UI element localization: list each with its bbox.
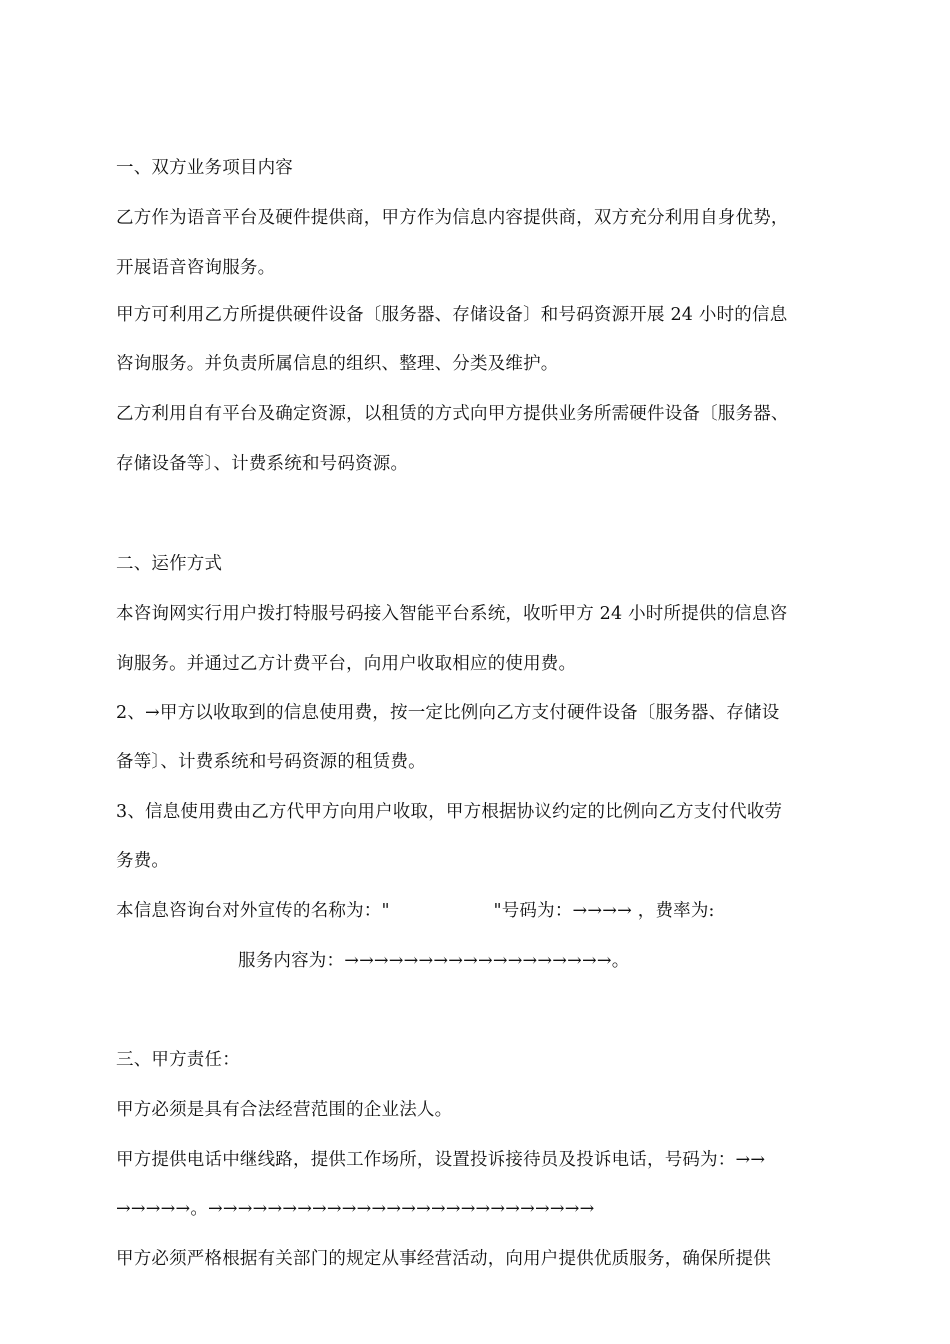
section-2-paragraph-4-line-1: 本信息咨询台对外宣传的名称为：" "号码为：→→→→ ，费率为: (116, 901, 715, 921)
section-2-paragraph-1-line-2: 询服务。并通过乙方计费平台，向用户收取相应的使用费。 (116, 654, 577, 674)
section-1-paragraph-2-line-2: 咨询服务。并负责所属信息的组织、整理、分类及维护。 (116, 354, 559, 374)
section-1-paragraph-1-line-2: 开展语音咨询服务。 (116, 258, 276, 278)
section-2-paragraph-1-line-1: 本咨询网实行用户拨打特服号码接入智能平台系统，收听甲方 24 小时所提供的信息咨 (116, 604, 788, 624)
section-3-paragraph-3-line-1: 甲方必须严格根据有关部门的规定从事经营活动，向用户提供优质服务，确保所提供 (116, 1249, 771, 1269)
section-3-paragraph-2-line-2: →→→→→。→→→→→→→→→→→→→→→→→→→→→→→→→→ (116, 1199, 595, 1219)
section-2-paragraph-2-line-2: 备等〕、计费系统和号码资源的租赁费。 (116, 752, 426, 772)
section-3-paragraph-1-line-1: 甲方必须是具有合法经营范围的企业法人。 (116, 1100, 453, 1120)
section-3-heading: 三、甲方责任： (116, 1050, 240, 1070)
section-3-paragraph-2-line-1: 甲方提供电话中继线路，提供工作场所，设置投诉接待员及投诉电话，号码为：→→ (116, 1150, 766, 1170)
section-1-heading: 一、双方业务项目内容 (116, 158, 293, 178)
section-1-paragraph-3-line-1: 乙方利用自有平台及确定资源，以租赁的方式向甲方提供业务所需硬件设备〔服务器、 (116, 404, 789, 424)
section-2-paragraph-3-line-1: 3、信息使用费由乙方代甲方向用户收取，甲方根据协议约定的比例向乙方支付代收劳 (116, 802, 783, 822)
section-1-paragraph-2-line-1: 甲方可利用乙方所提供硬件设备〔服务器、存储设备〕和号码资源开展 24 小时的信息 (116, 305, 788, 325)
section-2-paragraph-3-line-2: 务费。 (116, 851, 170, 871)
section-2-paragraph-4-line-2: 服务内容为：→→→→→→→→→→→→→→→→→→。 (238, 951, 630, 971)
section-1-paragraph-1-line-1: 乙方作为语音平台及硬件提供商，甲方作为信息内容提供商，双方充分利用自身优势， (116, 208, 789, 228)
section-2-heading: 二、运作方式 (116, 554, 223, 574)
section-1-paragraph-3-line-2: 存储设备等〕、计费系统和号码资源。 (116, 454, 409, 474)
section-2-paragraph-2-line-1: 2、→甲方以收取到的信息使用费，按一定比例向乙方支付硬件设备〔服务器、存储设 (116, 703, 780, 723)
